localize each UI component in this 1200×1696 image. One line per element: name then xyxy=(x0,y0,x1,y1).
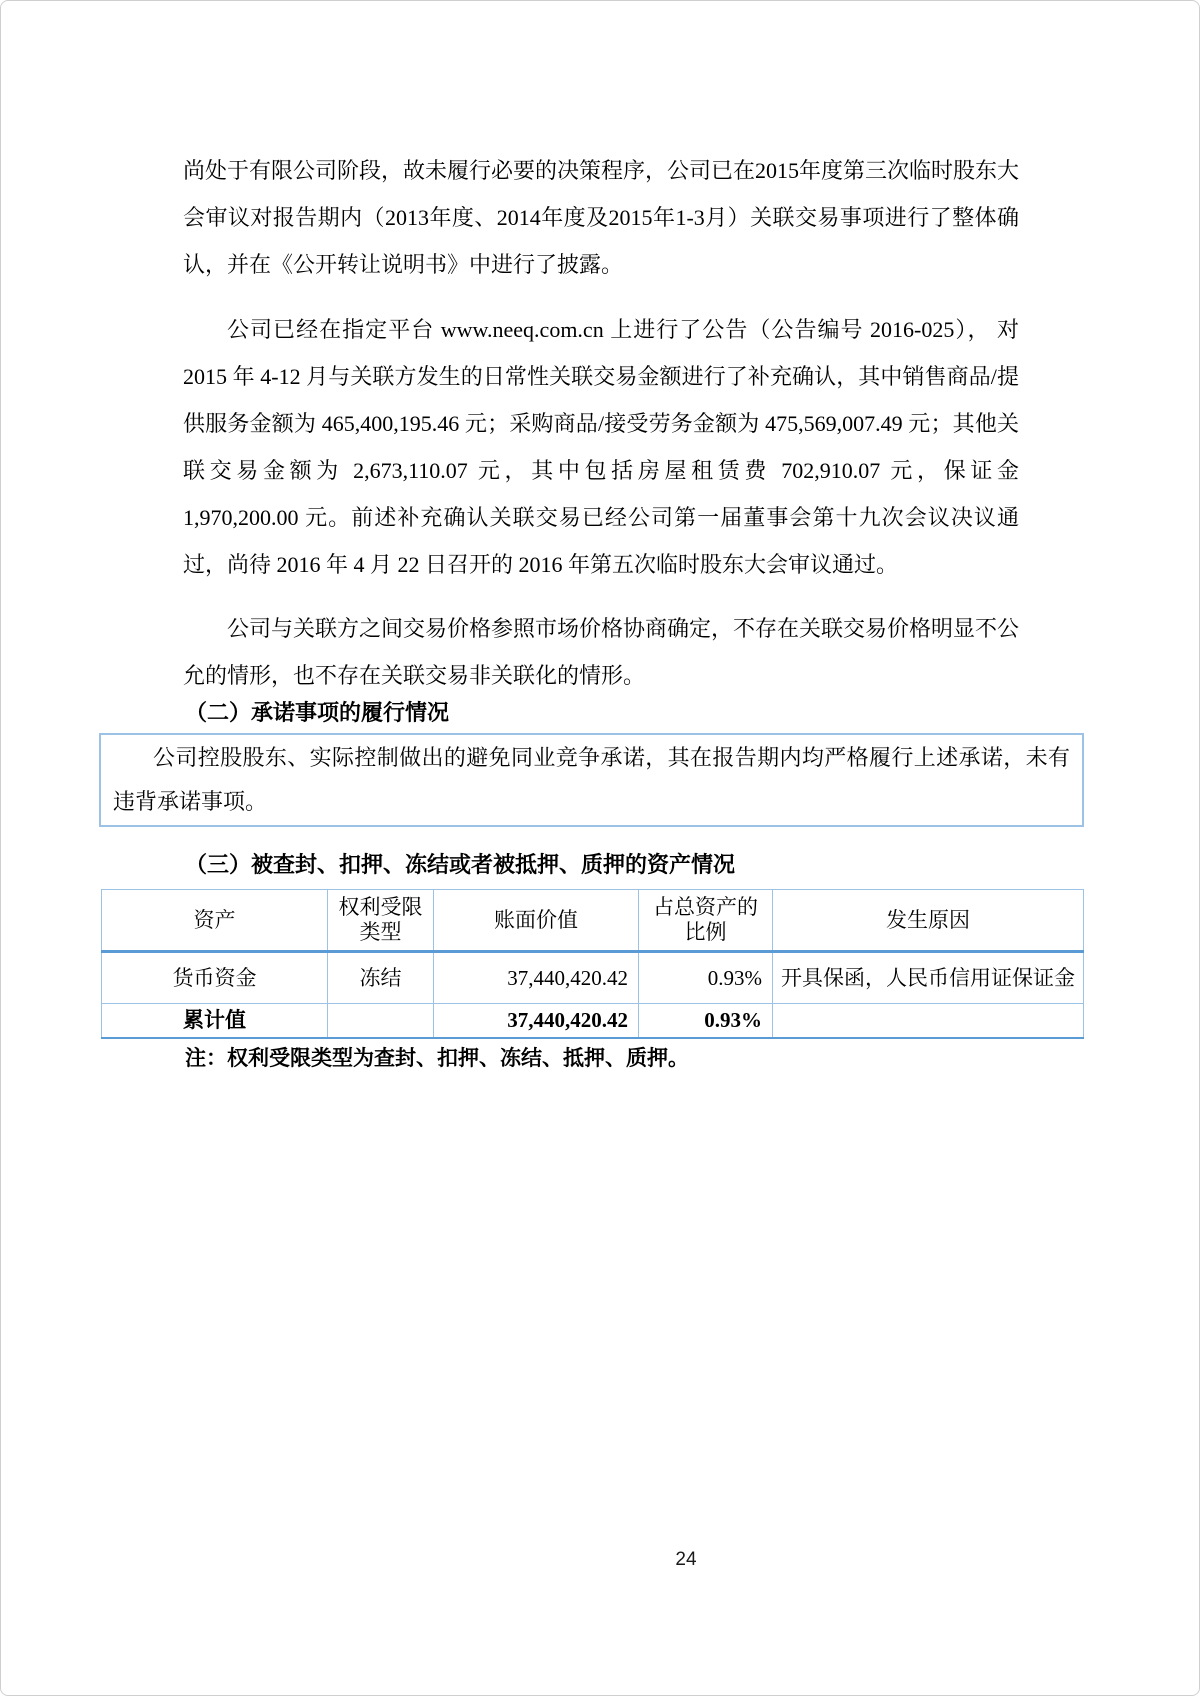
table-header-row xyxy=(102,890,1084,952)
table-row-total xyxy=(102,1004,1084,1038)
section-heading-restricted-assets: （三）被查封、扣押、冻结或者被抵押、质押的资产情况 xyxy=(185,852,736,877)
col-header-reason: 发生原因 xyxy=(773,890,1084,952)
col-header-restriction-type: 权利受限类型 xyxy=(328,890,434,952)
col-header-book-value: 账面价值 xyxy=(434,890,639,952)
cell-total-label: 累计值 xyxy=(102,1004,328,1038)
cell-ratio: 0.93% xyxy=(639,952,773,1004)
cell-total-book-value: 37,440,420.42 xyxy=(434,1004,639,1038)
cell-book-value: 37,440,420.42 xyxy=(434,952,639,1004)
commitment-box-text: 公司控股股东、实际控制做出的避免同业竞争承诺，其在报告期内均严格履行上述承诺，未有违背承诺事项。 xyxy=(113,745,1070,814)
section-heading-commitments: （二）承诺事项的履行情况 xyxy=(185,700,450,725)
commitment-box xyxy=(99,733,1084,827)
cell-total-ratio: 0.93% xyxy=(639,1004,773,1038)
body-paragraph-2: 公司已经在指定平台 www.neeq.com.cn 上进行了公告（公告编号 2016-025）， 对 2015 年 4-12 月与关联方发生的日常性关联交易金额进行了补充确认，其中销售商品/提供服务金额为 465,400,195.46 元；采购商品/接受劳务金额为 475,569,007.49 元；其他关联交易金额为 2,673,110.07 元，其中包括房屋租赁费 702,910.07 元，保证金 1,970,200.00 元。前述补充确认关联交易已经公司第一届董事会第十九次会议决议通过，尚待 2016 年 4 月 22 日召开的 2016 年第五次临时股东大会审议通过。 xyxy=(183,317,1019,577)
col-header-asset: 资产 xyxy=(102,890,328,952)
restricted-assets-table xyxy=(101,889,1084,1039)
body-paragraph-1: 尚处于有限公司阶段，故未履行必要的决策程序，公司已在2015年度第三次临时股东大会审议对报告期内（2013年度、2014年度及2015年1-3月）关联交易事项进行了整体确认，并在《公开转让说明书》中进行了披露。 xyxy=(183,158,1020,277)
cell-restriction-type: 冻结 xyxy=(328,952,434,1004)
cell-total-reason xyxy=(773,1004,1084,1038)
table-row-monetary-funds xyxy=(102,952,1084,1004)
table-footnote: 注：权利受限类型为查封、扣押、冻结、抵押、质押。 xyxy=(185,1045,689,1070)
page-number: 24 xyxy=(675,1549,697,1570)
col-header-ratio: 占总资产的比例 xyxy=(639,890,773,952)
cell-reason: 开具保函，人民币信用证保证金 xyxy=(773,952,1084,1004)
cell-asset: 货币资金 xyxy=(102,952,328,1004)
body-paragraph-3: 公司与关联方之间交易价格参照市场价格协商确定，不存在关联交易价格明显不公允的情形，也不存在关联交易非关联化的情形。 xyxy=(183,616,1020,688)
cell-total-type xyxy=(328,1004,434,1038)
